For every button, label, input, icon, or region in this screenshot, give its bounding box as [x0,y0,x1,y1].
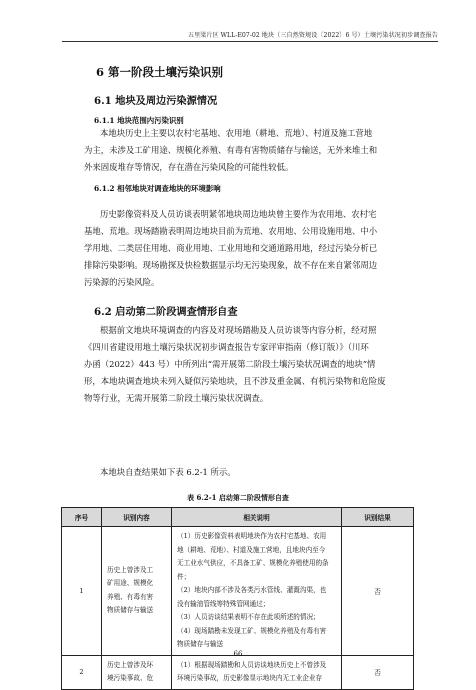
row-number: 2 [62,655,102,689]
related-notes [172,655,342,689]
subsection-heading-6-1-1: 6.1.1 地块范围内污染识别 [94,116,184,125]
cell-line: （2）地块内部不涉及各类污水管线、灌溉沟渠，也 [177,586,327,594]
cell-line: 环境污染事故，历史影像显示地块内无工业企业存 [177,674,323,682]
paragraph-line: 《四川省建设用地土壤污染状况初步调查报告专家评审指南（修订版）》（川环 [84,342,369,352]
cell-line: （1）根据现场踏勘和人员访谈地块历史上不曾涉及 [177,660,327,669]
cell-line: 历史上曾涉及环 [107,660,154,669]
identification-content [102,527,172,656]
cell-line: （3）人员访谈结果表明不存在此项所述的情况； [177,613,320,621]
column-header-notes: 相关说明 [172,508,342,527]
paragraph-line: 外来固废堆存等情况，存在潜在污染风险的可能性较低。 [84,162,294,172]
table-row [62,527,414,656]
paragraph-line: 本地块历史上主要以农村宅基地、农用地（耕地、荒地）、村道及施工营地 [100,128,373,138]
cell-line: 地（耕地、荒地）、村道及施工营地，且地块内至今 [177,545,326,554]
paragraph-line: 排除污染影响。现场勘探及快检数据显示均无污染现象，故不存在来自紧邻周边 [84,260,378,270]
subsection-heading-6-1-2: 6.1.2 相邻地块对调查地块的环境影响 [94,184,221,193]
header-divider [62,41,438,42]
identification-result: 否 [342,527,414,656]
table-row [62,655,414,689]
paragraph-line: 形，本地块调查地块未列入疑似污染地块，且不涉及重金属、有机污染物和危险废 [84,376,386,386]
paragraph-line: 为主，未涉及工矿用途、规模化养殖、有毒有害物质储存与输送，无外来堆土和 [84,145,378,155]
column-header-result: 识别结果 [342,508,414,527]
cell-line: 无工业水气供应，不具备工矿、规模化养殖使用的条 [177,559,329,567]
column-header-no: 序号 [62,508,102,527]
section-heading-6-1: 6.1 地块及周边污染源情况 [94,95,218,107]
table-header-row [62,508,414,527]
cell-line: 物质储存与输送 [177,640,224,648]
cell-line: 养殖、有毒有害 [107,592,154,601]
paragraph-line: 本地块自查结果如下表 6.2-1 所示。 [100,467,236,477]
cell-line: 件； [177,572,191,581]
paragraph-line: 基地、荒地。现场踏勘表明周边地块目前为荒地、农用地、公用设施用地、中小 [84,226,378,236]
paragraph-line: 污染源的污染风险。 [84,277,160,287]
related-notes [172,527,342,656]
identification-result: 否 [342,655,414,689]
cell-line: （4）现场踏勘未发现工矿、规模化养殖及有毒有害 [177,626,327,635]
paragraph-site-identification [84,125,436,176]
paragraph-adjacent-sites [84,206,436,291]
section-heading-6-2: 6.2 启动第二阶段调查情形自查 [94,306,238,318]
paragraph-line: 物等行业，无需开展第二阶段土壤污染状况调查。 [84,393,269,403]
paragraph-line: 办函（2022）443 号）中所列出“需开展第二阶段土壤污染状况调查的地块”情 [84,359,376,369]
cell-line: 历史上曾涉及工 [107,565,154,574]
identification-content [102,655,172,689]
page-number: 66 [233,650,243,658]
running-header: 五里梁片区 WLL-E07-02 地块（三自然资规设〔2022〕6 号）土壤污染状况初步调查报告 [187,32,438,39]
table-caption: 表 6.2-1 启动第二阶段情形自查 [187,493,289,502]
paragraph-phase-two-check [84,322,436,407]
cell-line: 物质储存与输送 [107,606,154,615]
paragraph-line: 学用地、二类居住用地、商业用地、工业用地和交通道路用地，经过污染分析已 [84,243,378,253]
paragraph-line: 根据前文地块环境调查的内容及对现场踏勘及人员访谈等内容分析，经对照 [100,325,377,335]
cell-line: （1）历史影像资料表明地块作为农村宅基地、农用 [177,532,327,540]
column-header-content: 识别内容 [102,508,172,527]
paragraph-line: 历史影像资料及人员访谈表明紧邻地块周边地块曾主要作为农用地、农村宅 [100,209,377,219]
cell-line: 境污染事故、危 [107,674,154,682]
paragraph-table-intro [84,464,436,481]
cell-line: 没有输油管线等特殊管网通过； [177,599,270,608]
self-check-table [61,507,414,690]
cell-line: 矿用途、规模化 [107,579,154,588]
row-number: 1 [62,527,102,656]
chapter-heading: 6 第一阶段土壤污染识别 [96,65,224,79]
